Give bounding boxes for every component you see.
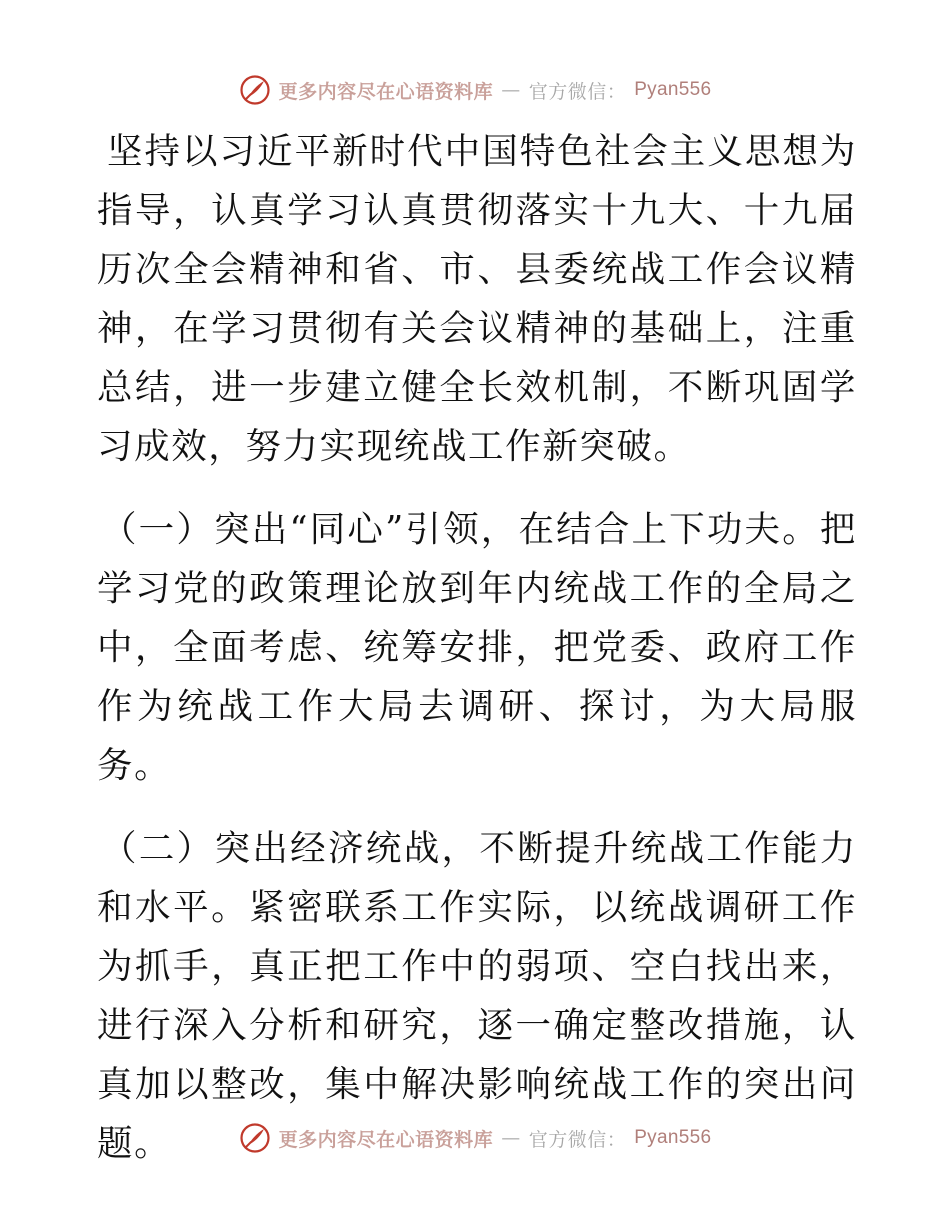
body-paragraph: （二）突出经济统战，不断提升统战工作能力和水平。紧密联系工作实际，以统战调研工作为抓手，真正把工作中的弱项、空白找出来，进行深入分析和研究，逐一确定整改措施，认真加以整改，集中解决影响统战工作的突出问题。 (97, 828, 857, 1164)
watermark-wechat-id: Pyan556 (634, 1127, 712, 1148)
watermark-side-text: 官方微信： (528, 80, 627, 103)
body-paragraph: 坚持以习近平新时代中国特色社会主义思想为指导，认真学习认真贯彻落实十九大、十九届历次全会精神和省、市、县委统战工作会议精神，在学习贯彻有关会议精神的基础上，注重总结，进一步建立健全长效机制，不断巩固学习成效，努力实现统战工作新突破。 (97, 131, 857, 467)
header-watermark (0, 70, 950, 110)
quill-logo-icon (239, 74, 271, 106)
document-body (97, 122, 857, 1197)
watermark-main-text: 更多内容尽在心语资料库 (278, 1128, 494, 1151)
quill-logo-icon (239, 1122, 271, 1154)
watermark-dash: — (501, 1127, 521, 1149)
watermark-wechat-id: Pyan556 (634, 79, 712, 100)
watermark-side-text: 官方微信： (528, 1128, 627, 1151)
watermark-dash: — (501, 79, 521, 101)
footer-watermark (0, 1118, 950, 1158)
body-paragraph: （一）突出“同心”引领，在结合上下功夫。把学习党的政策理论放到年内统战工作的全局之中，全面考虑、统筹安排，把党委、政府工作作为统战工作大局去调研、探讨，为大局服务。 (97, 509, 857, 786)
watermark-main-text: 更多内容尽在心语资料库 (278, 80, 494, 103)
